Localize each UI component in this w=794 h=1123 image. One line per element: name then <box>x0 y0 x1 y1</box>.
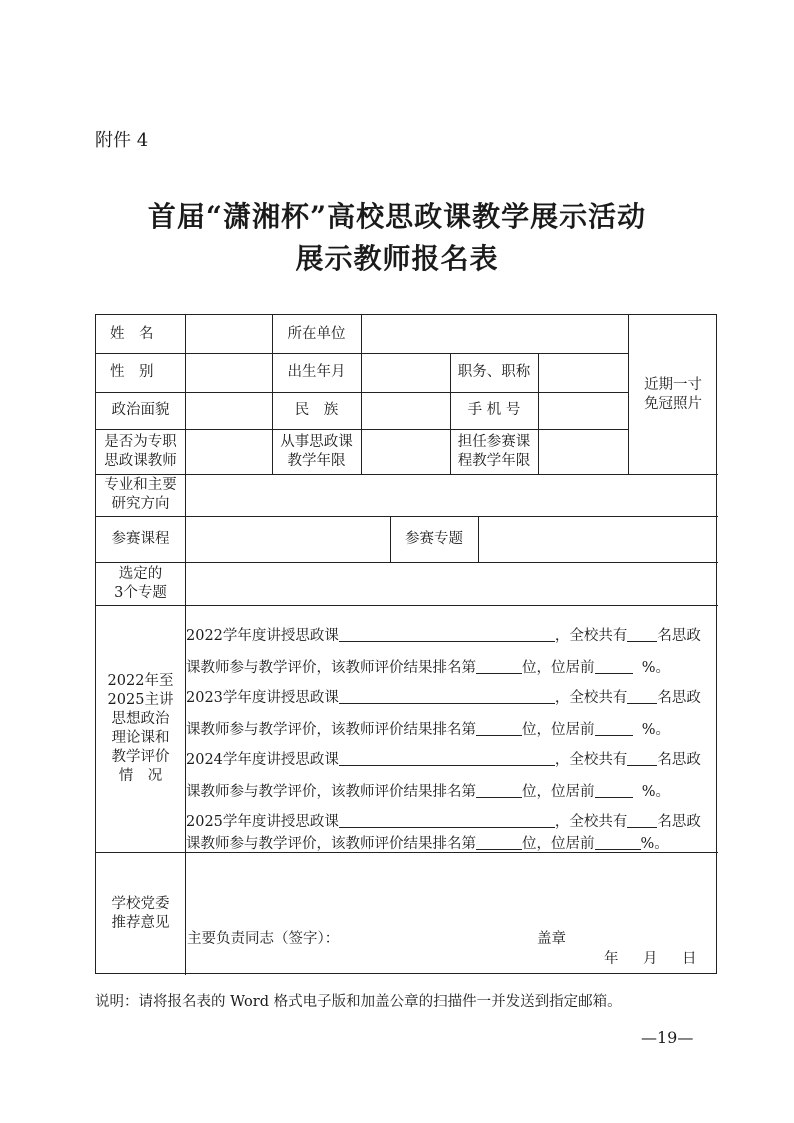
seal-label: 盖章 <box>537 931 566 947</box>
row-line <box>96 474 718 475</box>
eval-rank-text: 课教师参与教学评价，该教师评价结果排名第 <box>186 784 476 800</box>
eval-row-2023-line1 <box>186 687 718 708</box>
eval-top-text: 位，位居前 <box>522 660 595 676</box>
col-line <box>478 516 479 562</box>
page-number: —19— <box>641 1028 694 1047</box>
course-name-blank[interactable] <box>339 811 555 828</box>
eval-tail: ，全校共有 <box>554 628 628 644</box>
recommendation-label-line2: 推荐意见 <box>111 914 170 931</box>
col-line <box>361 315 362 474</box>
recommendation-label-line1: 学校党委 <box>111 895 170 912</box>
date-day-label: 日 <box>682 951 697 967</box>
course-label: 参赛课程 <box>111 530 170 547</box>
eval-tail2: 名思政 <box>657 628 701 644</box>
form-title-line1: 首届“潇湘杯”高校思政课教学展示活动 <box>147 200 647 233</box>
eval-row-2025-line1 <box>186 811 718 832</box>
course-name-blank[interactable] <box>339 625 555 642</box>
phone-label: 手 机 号 <box>467 402 521 418</box>
percent-sign: %。 <box>640 836 669 852</box>
gender-label: 性 别 <box>110 364 154 380</box>
evaluation-section-label <box>96 605 185 852</box>
selected-topics-label <box>96 562 185 605</box>
ethnic-label: 民 族 <box>294 402 339 418</box>
eval-label-line: 情 况 <box>118 767 163 784</box>
eval-label-line: 教学评价 <box>111 748 170 765</box>
eval-row-2024-line1 <box>186 749 718 770</box>
attachment-label: 附件 4 <box>95 130 149 151</box>
eval-row-2023-line2 <box>186 719 718 740</box>
course-name-blank[interactable] <box>339 687 555 704</box>
percent-sign: %。 <box>641 784 670 800</box>
fulltime-label-line2: 思政课教师 <box>104 452 177 469</box>
registration-table <box>95 314 717 974</box>
eval-row-2024-line2 <box>186 781 718 802</box>
selected-topics-line2: 3个专题 <box>114 584 167 601</box>
eval-tail: ，全校共有 <box>554 690 628 706</box>
course-years-line1: 担任参赛课 <box>457 433 531 450</box>
date-year-label: 年 <box>604 951 619 967</box>
teaching-years-line1: 从事思政课 <box>280 433 353 450</box>
teaching-years-label <box>272 429 361 474</box>
eval-tail: ，全校共有 <box>554 752 628 768</box>
eval-row-2022-line2 <box>186 657 718 678</box>
eval-label-line: 理论课和 <box>111 729 170 746</box>
eval-year-text: 2025学年度讲授思政课 <box>186 814 339 830</box>
eval-year-text: 2022学年度讲授思政课 <box>186 628 339 644</box>
birth-label: 出生年月 <box>287 364 346 380</box>
eval-rank-text: 课教师参与教学评价，该教师评价结果排名第 <box>186 722 476 738</box>
percent-sign: %。 <box>641 722 670 738</box>
position-label: 职务、职称 <box>457 364 531 380</box>
eval-rank-text: 课教师参与教学评价，该教师评价结果排名第 <box>186 660 476 676</box>
name-label: 姓 名 <box>110 325 154 342</box>
signer-label: 主要负责同志（签字）： <box>187 931 340 947</box>
eval-tail2: 名思政 <box>657 752 701 768</box>
fulltime-label <box>96 429 185 474</box>
unit-label: 所在单位 <box>287 325 346 342</box>
eval-tail: ，全校共有 <box>554 814 628 830</box>
eval-tail2: 名思政 <box>657 690 701 706</box>
course-years-label <box>450 429 538 474</box>
selected-topics-line1: 选定的 <box>118 565 163 582</box>
rank-blank[interactable] <box>476 719 522 736</box>
eval-label-line: 思想政治 <box>111 710 170 727</box>
eval-top-text: 位，位居前 <box>522 784 595 800</box>
research-label-line1: 专业和主要 <box>104 477 177 493</box>
teaching-years-line2: 教学年限 <box>287 452 346 469</box>
eval-label-line: 2025主讲 <box>107 691 174 708</box>
eval-top-text: 位，位居前 <box>522 836 595 852</box>
political-label: 政治面貌 <box>111 402 170 418</box>
percent-blank[interactable] <box>595 657 633 674</box>
percent-blank[interactable] <box>595 719 633 736</box>
course-years-line2: 程教学年限 <box>457 452 531 469</box>
course-name-blank[interactable] <box>339 749 555 766</box>
recommendation-label <box>96 852 185 975</box>
rank-blank[interactable] <box>476 833 522 850</box>
percent-sign: %。 <box>641 660 670 676</box>
photo-placeholder <box>628 315 718 474</box>
teacher-count-blank[interactable] <box>627 749 657 766</box>
photo-label-line1: 近期一寸 <box>644 376 702 393</box>
fulltime-label-line1: 是否为专职 <box>104 433 177 450</box>
eval-year-text: 2023学年度讲授思政课 <box>186 690 339 706</box>
eval-label-line: 2022年至 <box>107 672 174 689</box>
topic-label: 参赛专题 <box>405 530 463 547</box>
teacher-count-blank[interactable] <box>627 625 657 642</box>
teacher-count-blank[interactable] <box>627 687 657 704</box>
photo-label-line2: 免冠照片 <box>644 395 702 412</box>
eval-tail2: 名思政 <box>657 814 701 830</box>
date-month-label: 月 <box>643 951 658 967</box>
research-label-line2: 研究方向 <box>111 496 170 512</box>
row-line <box>96 562 718 563</box>
research-label <box>96 474 185 516</box>
eval-rank-text: 课教师参与教学评价，该教师评价结果排名第 <box>186 836 476 852</box>
rank-blank[interactable] <box>476 657 522 674</box>
footnote: 说明：请将报名表的 Word 格式电子版和加盖公章的扫描件一并发送到指定邮箱。 <box>95 994 622 1010</box>
eval-top-text: 位，位居前 <box>522 722 595 738</box>
form-title-line2: 展示教师报名表 <box>295 242 499 275</box>
teacher-count-blank[interactable] <box>627 811 657 828</box>
row-line <box>96 605 718 606</box>
percent-blank[interactable] <box>595 833 641 850</box>
eval-row-2025-line2 <box>186 833 718 854</box>
rank-blank[interactable] <box>476 781 522 798</box>
eval-year-text: 2024学年度讲授思政课 <box>186 752 339 768</box>
col-line <box>538 353 539 474</box>
percent-blank[interactable] <box>595 781 633 798</box>
eval-row-2022-line1 <box>186 625 718 646</box>
